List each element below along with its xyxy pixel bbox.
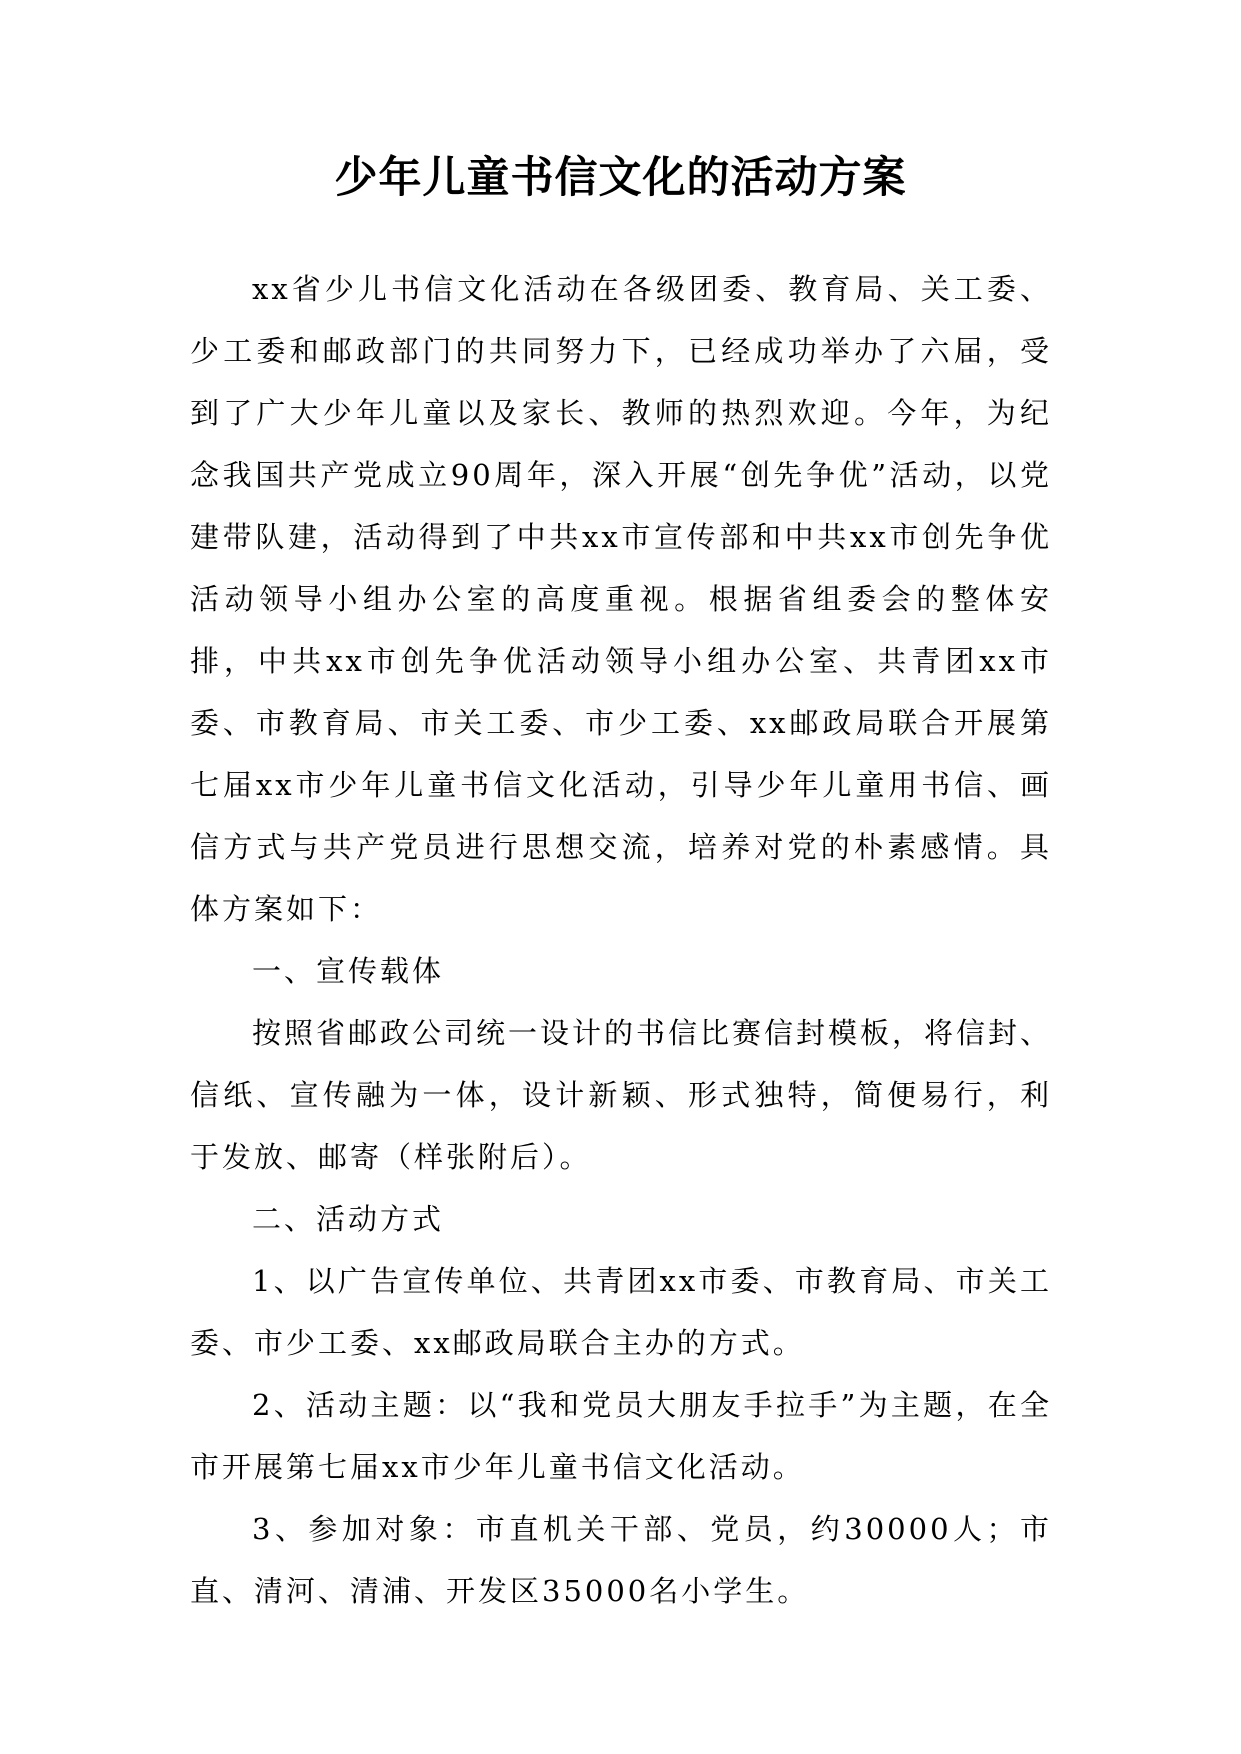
- activity-method-item-1: 1、以广告宣传单位、共青团xx市委、市教育局、市关工委、市少工委、xx邮政局联合主办的方式。: [190, 1264, 1052, 1360]
- activity-method-item-2: 2、活动主题：以“我和党员大朋友手拉手”为主题，在全市开展第七届xx市少年儿童书信文化活动。: [190, 1388, 1052, 1484]
- section-heading-activity-method: 二、活动方式: [252, 1202, 445, 1236]
- document-body: [190, 258, 1052, 1622]
- activity-method-item-3: 3、参加对象：市直机关干部、党员，约30000人；市直、清河、清浦、开发区35000名小学生。: [190, 1512, 1052, 1608]
- document-title: 少年儿童书信文化的活动方案: [334, 153, 907, 203]
- section-heading-promotion-carrier: 一、宣传载体: [252, 954, 445, 988]
- promotion-carrier-paragraph: 按照省邮政公司统一设计的书信比赛信封模板，将信封、信纸、宣传融为一体，设计新颖、形式独特，简便易行，利于发放、邮寄（样张附后）。: [190, 1016, 1053, 1174]
- intro-paragraph: xx省少儿书信文化活动在各级团委、教育局、关工委、少工委和邮政部门的共同努力下，已经成功举办了六届，受到了广大少年儿童以及家长、教师的热烈欢迎。今年，为纪念我国共产党成立90周年，深入开展“创先争优”活动，以党建带队建，活动得到了中共xx市宣传部和中共xx市创先争优活动领导小组办公室的高度重视。根据省组委会的整体安排，中共xx市创先争优活动领导小组办公室、共青团xx市委、市教育局、市关工委、市少工委、xx邮政局联合开展第七届xx市少年儿童书信文化活动，引导少年儿童用书信、画信方式与共产党员进行思想交流，培养对党的朴素感情。具体方案如下：: [190, 272, 1052, 926]
